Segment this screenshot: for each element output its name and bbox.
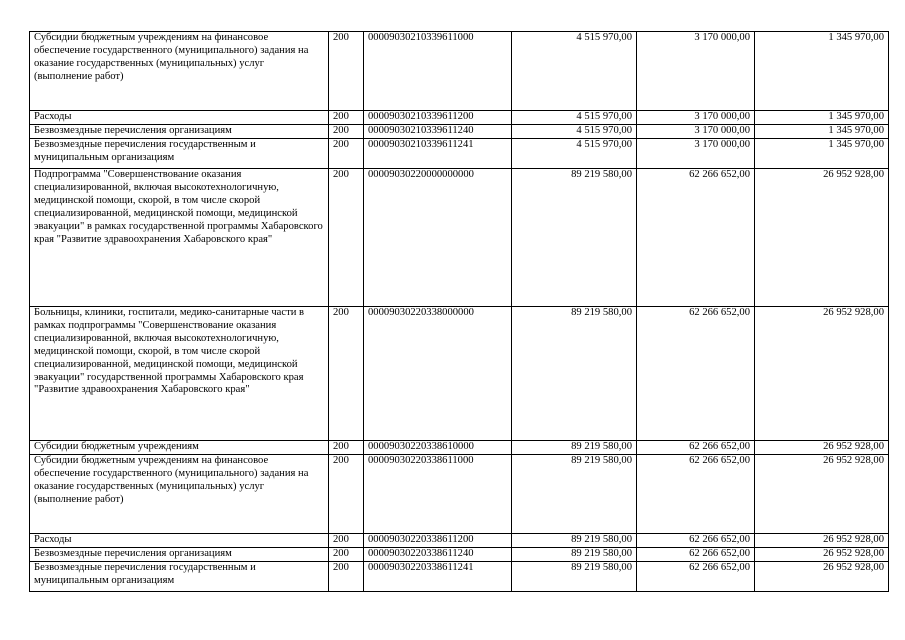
classification-code-cell: 00009030220338000000	[364, 307, 512, 441]
expense-name-cell: Субсидии бюджетным учреждениям	[30, 441, 329, 455]
executed-amount-cell: 3 170 000,00	[637, 125, 755, 139]
line-code-cell: 200	[329, 455, 364, 534]
unexecuted-amount-cell: 26 952 928,00	[755, 169, 889, 307]
executed-amount-cell: 3 170 000,00	[637, 139, 755, 169]
executed-amount-cell: 62 266 652,00	[637, 455, 755, 534]
classification-code-cell: 00009030210339611200	[364, 111, 512, 125]
executed-amount-cell: 62 266 652,00	[637, 562, 755, 592]
unexecuted-amount-cell: 26 952 928,00	[755, 307, 889, 441]
unexecuted-amount-cell: 26 952 928,00	[755, 455, 889, 534]
executed-amount-cell: 3 170 000,00	[637, 32, 755, 111]
expense-name-cell: Больницы, клиники, госпитали, медико-санитарные части в рамках подпрограммы "Совершенствование оказания специализированной, включая высокотехнологичную, медицинской помощи, скорой, в том числе скорой специализированной, медицинской помощи, медицинской эвакуации" государственной программы Хабаровского края "Развитие здравоохранения Хабаровского края"	[30, 307, 329, 441]
approved-amount-cell: 4 515 970,00	[512, 111, 637, 125]
expense-name-cell: Безвозмездные перечисления организациям	[30, 125, 329, 139]
classification-code-cell: 00009030220338611000	[364, 455, 512, 534]
table-row	[30, 455, 889, 534]
unexecuted-amount-cell: 26 952 928,00	[755, 441, 889, 455]
table-row	[30, 562, 889, 592]
classification-code-cell: 00009030220000000000	[364, 169, 512, 307]
executed-amount-cell: 62 266 652,00	[637, 169, 755, 307]
line-code-cell: 200	[329, 139, 364, 169]
budget-table	[29, 31, 889, 592]
expense-name-cell: Подпрограмма "Совершенствование оказания специализированной, включая высокотехнологичную, медицинской помощи, скорой, в том числе скорой специализированной, медицинской помощи, медицинской эвакуации" в рамках государственной программы Хабаровского края "Развитие здравоохранения Хабаровского края"	[30, 169, 329, 307]
classification-code-cell: 00009030220338610000	[364, 441, 512, 455]
approved-amount-cell: 89 219 580,00	[512, 441, 637, 455]
classification-code-cell: 00009030210339611241	[364, 139, 512, 169]
classification-code-cell: 00009030220338611200	[364, 534, 512, 548]
approved-amount-cell: 4 515 970,00	[512, 125, 637, 139]
expense-name-cell: Безвозмездные перечисления организациям	[30, 548, 329, 562]
classification-code-cell: 00009030220338611240	[364, 548, 512, 562]
executed-amount-cell: 62 266 652,00	[637, 534, 755, 548]
expense-name-cell: Субсидии бюджетным учреждениям на финансовое обеспечение государственного (муниципального) задания на оказание государственных (муниципальных) услуг (выполнение работ)	[30, 32, 329, 111]
classification-code-cell: 00009030220338611241	[364, 562, 512, 592]
unexecuted-amount-cell: 26 952 928,00	[755, 534, 889, 548]
line-code-cell: 200	[329, 441, 364, 455]
unexecuted-amount-cell: 1 345 970,00	[755, 32, 889, 111]
line-code-cell: 200	[329, 534, 364, 548]
approved-amount-cell: 89 219 580,00	[512, 169, 637, 307]
line-code-cell: 200	[329, 307, 364, 441]
line-code-cell: 200	[329, 548, 364, 562]
table-row	[30, 534, 889, 548]
expense-name-cell: Расходы	[30, 111, 329, 125]
table-row	[30, 32, 889, 111]
executed-amount-cell: 62 266 652,00	[637, 548, 755, 562]
classification-code-cell: 00009030210339611000	[364, 32, 512, 111]
table-row	[30, 441, 889, 455]
approved-amount-cell: 89 219 580,00	[512, 548, 637, 562]
table-row	[30, 169, 889, 307]
unexecuted-amount-cell: 1 345 970,00	[755, 111, 889, 125]
classification-code-cell: 00009030210339611240	[364, 125, 512, 139]
expense-name-cell: Субсидии бюджетным учреждениям на финансовое обеспечение государственного (муниципального) задания на оказание государственных (муниципальных) услуг (выполнение работ)	[30, 455, 329, 534]
table-row	[30, 125, 889, 139]
executed-amount-cell: 3 170 000,00	[637, 111, 755, 125]
budget-document	[29, 31, 889, 592]
approved-amount-cell: 89 219 580,00	[512, 534, 637, 548]
unexecuted-amount-cell: 1 345 970,00	[755, 125, 889, 139]
expense-name-cell: Расходы	[30, 534, 329, 548]
approved-amount-cell: 4 515 970,00	[512, 139, 637, 169]
table-row	[30, 548, 889, 562]
expense-name-cell: Безвозмездные перечисления государственным и муниципальным организациям	[30, 562, 329, 592]
unexecuted-amount-cell: 26 952 928,00	[755, 562, 889, 592]
approved-amount-cell: 89 219 580,00	[512, 562, 637, 592]
unexecuted-amount-cell: 1 345 970,00	[755, 139, 889, 169]
approved-amount-cell: 89 219 580,00	[512, 307, 637, 441]
table-row	[30, 139, 889, 169]
line-code-cell: 200	[329, 111, 364, 125]
unexecuted-amount-cell: 26 952 928,00	[755, 548, 889, 562]
line-code-cell: 200	[329, 32, 364, 111]
line-code-cell: 200	[329, 562, 364, 592]
line-code-cell: 200	[329, 125, 364, 139]
executed-amount-cell: 62 266 652,00	[637, 307, 755, 441]
table-row	[30, 307, 889, 441]
line-code-cell: 200	[329, 169, 364, 307]
table-row	[30, 111, 889, 125]
approved-amount-cell: 4 515 970,00	[512, 32, 637, 111]
executed-amount-cell: 62 266 652,00	[637, 441, 755, 455]
approved-amount-cell: 89 219 580,00	[512, 455, 637, 534]
expense-name-cell: Безвозмездные перечисления государственным и муниципальным организациям	[30, 139, 329, 169]
